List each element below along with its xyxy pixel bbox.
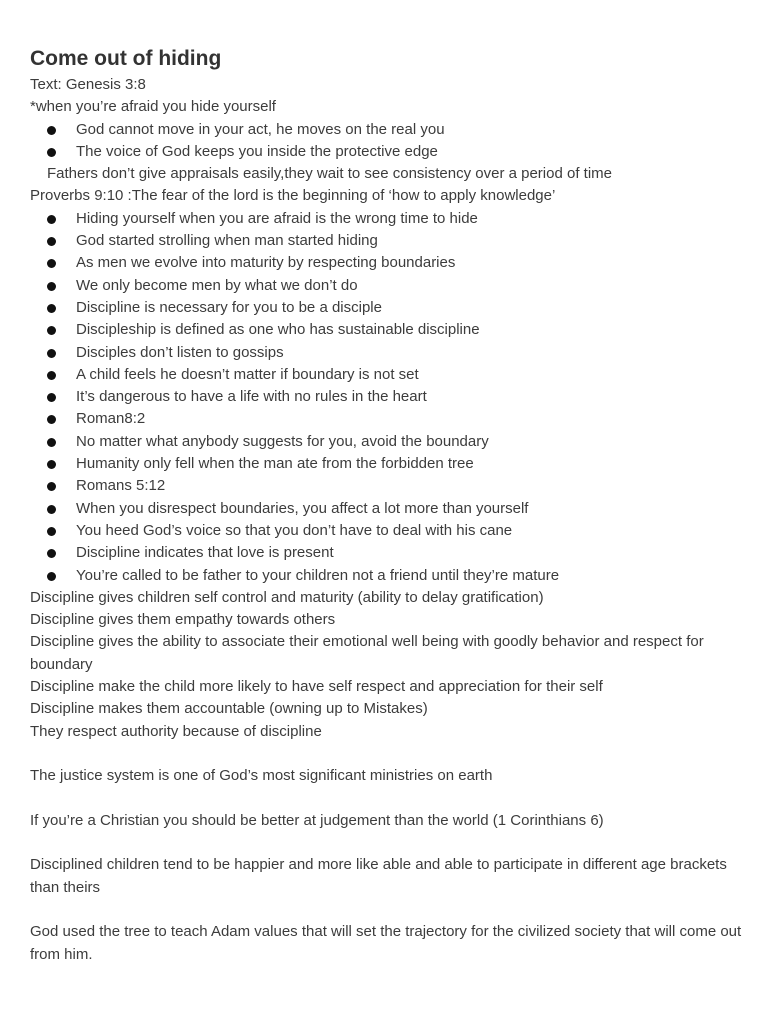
list-item: [30, 475, 742, 497]
list-item-text: Discipline is necessary for you to be a disciple: [76, 298, 382, 316]
list-item-text: Disciples don’t listen to gossips: [76, 343, 284, 361]
discipline-line: Discipline gives the ability to associate their emotional well being with goodly behavior and respect for boundary: [30, 633, 704, 673]
text-reference: Text: Genesis 3:8: [30, 76, 146, 93]
list-item: [30, 297, 742, 319]
list-item: [30, 520, 742, 542]
list-item-text: As men we evolve into maturity by respecting boundaries: [76, 254, 456, 272]
bullet-icon: [47, 349, 56, 358]
bullet-icon: [47, 237, 56, 246]
discipline-line: Discipline gives them empathy towards others: [30, 611, 336, 629]
list-item: [30, 431, 742, 453]
note-title: Come out of hiding: [30, 47, 222, 70]
list-item-text: God cannot move in your act, he moves on the real you: [76, 120, 445, 138]
list-item-text: It’s dangerous to have a life with no rules in the heart: [76, 388, 427, 406]
list-item: [30, 453, 742, 475]
blank-line: [30, 743, 742, 765]
list-item: [30, 498, 742, 520]
list-item-text: Hiding yourself when you are afraid is the wrong time to hide: [76, 209, 478, 227]
list-item-text: The voice of God keeps you inside the protective edge: [76, 142, 438, 160]
list-item-text: You’re called to be father to your children not a friend until they’re mature: [76, 566, 560, 584]
list-item: [30, 319, 742, 341]
list-item: [30, 119, 742, 141]
list-item: [30, 386, 742, 408]
list-item-text: Romans 5:12: [76, 477, 166, 495]
note-body[interactable]: [30, 44, 742, 966]
discipline-line: They respect authority because of discipline: [30, 722, 322, 740]
blank-line: [30, 788, 742, 810]
bullet-icon: [47, 371, 56, 380]
list-item-text: God started strolling when man started hiding: [76, 232, 378, 250]
list-item: [30, 542, 742, 564]
bullet-icon: [47, 527, 56, 536]
bullet-icon: [47, 549, 56, 558]
list-item: [30, 252, 742, 274]
bullet-icon: [47, 505, 56, 514]
bullet-icon: [47, 393, 56, 402]
list-item-text: We only become men by what we don’t do: [76, 276, 358, 294]
bullet-icon: [47, 304, 56, 313]
list-item-text: You heed God’s voice so that you don’t have to deal with his cane: [76, 521, 513, 539]
list-item-text: When you disrespect boundaries, you affect a lot more than yourself: [76, 499, 529, 517]
list-item: [30, 230, 742, 252]
list-item: [30, 342, 742, 364]
bullet-icon: [47, 126, 56, 135]
discipline-line: Discipline gives children self control and maturity (ability to delay gratification): [30, 588, 544, 606]
bullet-icon: [47, 415, 56, 424]
list-item-text: No matter what anybody suggests for you, avoid the boundary: [76, 432, 489, 450]
tree-line: God used the tree to teach Adam values that will set the trajectory for the civilized society that will come out from him.: [30, 923, 742, 963]
blank-line: [30, 899, 742, 921]
bullet-icon: [47, 259, 56, 268]
list-item-text: A child feels he doesn’t matter if boundary is not set: [76, 365, 419, 383]
list-item-text: Discipline indicates that love is present: [76, 544, 334, 562]
bullet-list-2: [30, 208, 742, 587]
bullet-icon: [47, 215, 56, 224]
blank-line: [30, 832, 742, 854]
discipline-line: Discipline make the child more likely to have self respect and appreciation for their self: [30, 678, 603, 696]
discipline-line: Discipline makes them accountable (owning up to Mistakes): [30, 700, 428, 718]
afraid-line: *when you’re afraid you hide yourself: [30, 98, 276, 116]
list-item: [30, 408, 742, 430]
proverbs-line: Proverbs 9:10 :The fear of the lord is the beginning of ‘how to apply knowledge’: [30, 187, 556, 205]
list-item: [30, 565, 742, 587]
christian-line: If you’re a Christian you should be better at judgement than the world (1 Corinthians 6): [30, 811, 604, 829]
list-item: [30, 208, 742, 230]
list-item-text: Discipleship is defined as one who has sustainable discipline: [76, 321, 480, 339]
children-line: Disciplined children tend to be happier and more like able and able to participate in different age brackets than theirs: [30, 856, 727, 896]
bullet-icon: [47, 460, 56, 469]
list-item-text: Humanity only fell when the man ate from the forbidden tree: [76, 455, 474, 473]
list-item: [30, 141, 742, 163]
bullet-icon: [47, 572, 56, 581]
bullet-icon: [47, 438, 56, 447]
list-item-text: Roman8:2: [76, 410, 146, 428]
bullet-icon: [47, 482, 56, 491]
justice-line: The justice system is one of God’s most significant ministries on earth: [30, 767, 493, 785]
fathers-line: Fathers don’t give appraisals easily,they wait to see consistency over a period of time: [47, 165, 613, 183]
bullet-icon: [47, 148, 56, 157]
list-item: [30, 275, 742, 297]
bullet-list-1: [30, 119, 742, 164]
bullet-icon: [47, 326, 56, 335]
bullet-icon: [47, 282, 56, 291]
list-item: [30, 364, 742, 386]
